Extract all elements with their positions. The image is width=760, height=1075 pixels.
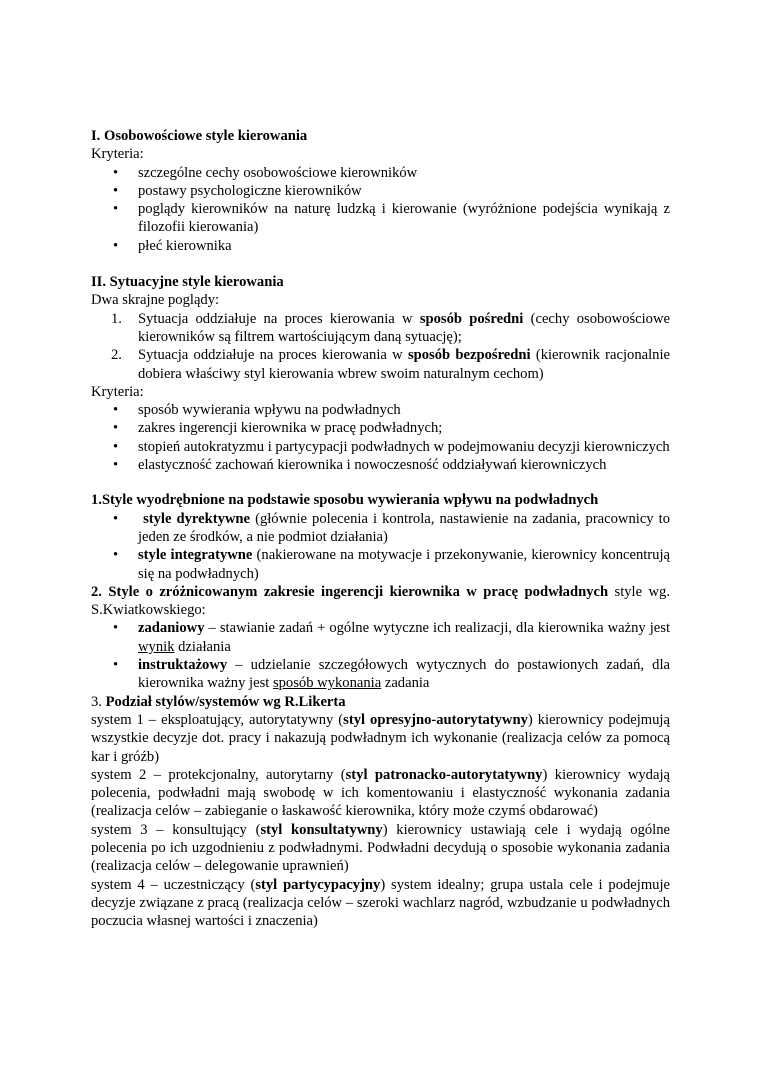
section-heading-1: I. Osobowościowe style kierowania — [91, 128, 308, 144]
list-item: • sposób wywierania wpływu na podwładnych — [91, 401, 670, 419]
system-paragraph: system 4 – uczestniczący (styl partycypacyjny) system idealny; grupa ustala cele i podejmuje decyzje związane z pracą (realizacja celów – szeroki wachlarz nagród, wzbudzanie u podwładnych poczucia własnej wartości i znaczenia) — [91, 876, 670, 930]
document-body — [91, 127, 670, 930]
system-paragraph: system 1 – eksploatujący, autorytatywny (styl opresyjno-autorytatywny) kierownicy podejmują wszystkie decyzje dot. pracy i nakazują podwładnym ich wykonanie (realizacja celów za pomocą kar i gróźb) — [91, 711, 670, 765]
list-item: • stopień autokratyzmu i partycypacji podwładnych w podejmowaniu decyzji kierowniczych — [91, 438, 670, 456]
list-item: • style integratywne (nakierowane na motywacje i przekonywanie, kierownicy koncentrują się na podwładnych) — [91, 546, 670, 583]
bullet-list-4 — [91, 619, 670, 692]
list-item: • poglądy kierowników na naturę ludzką i kierowanie (wyróżnione podejścia wynikają z filozofii kierowania) — [91, 200, 670, 237]
criteria-label: Kryteria: — [91, 146, 144, 163]
system-paragraph: system 3 – konsultujący (styl konsultatywny) kierownicy ustawiają cele i wydają ogólne polecenia po ich uzgodnieniu z podwładnymi. Podwładni decydują o sposobie wykonania zadania (realizacja celów – delegowanie uprawnień) — [91, 821, 671, 875]
list-item: • style dyrektywne (głównie polecenia i kontrola, nastawienie na zadania, pracownicy to jeden ze środków, a nie podmiot działania) — [91, 510, 670, 547]
views-label: Dwa skrajne poglądy: — [91, 292, 220, 309]
list-item: 2. Sytuacja oddziałuje na proces kierowania w sposób bezpośredni (kierownik racjonalnie dobiera właściwy styl kierowania wbrew swoim naturalnym cechom) — [111, 347, 670, 382]
section-heading-2: II. Sytuacyjne style kierowania — [91, 274, 284, 291]
section-heading-5: 3. Podział stylów/systemów wg R.Likerta — [91, 693, 346, 710]
bullet-list-2 — [91, 401, 670, 474]
list-item: • szczególne cechy osobowościowe kierowników — [91, 164, 670, 182]
spacer — [91, 474, 670, 491]
list-item: • zadaniowy – stawianie zadań + ogólne wytyczne ich realizacji, dla kierownika ważny jest wynik działania — [91, 619, 670, 656]
list-item: • zakres ingerencji kierownika w pracę podwładnych; — [91, 419, 670, 437]
list-item: • płeć kierownika — [91, 237, 670, 255]
section-heading-3: 1.Style wyodrębnione na podstawie sposobu wywierania wpływu na podwładnych — [91, 492, 599, 509]
bullet-list-1 — [91, 164, 670, 255]
criteria-label: Kryteria: — [91, 383, 144, 400]
spacer — [91, 255, 670, 273]
section-heading-4: 2. Style o zróżnicowanym zakresie ingerencji kierownika w pracę podwładnych style wg. S.Kwiatkowskiego: — [91, 583, 670, 619]
bullet-list-3 — [91, 510, 670, 583]
system-paragraph: system 2 – protekcjonalny, autorytarny (styl patronacko-autorytatywny) kierownicy wydają polecenia, podwładni mają swobodę w ich komentowaniu i elastyczność wykonania zadania (realizacja celów – zabieganie o łaskawość kierownika, który może czymś obdarować) — [91, 766, 670, 820]
list-item: 1. Sytuacja oddziałuje na proces kierowania w sposób pośredni (cechy osobowościowe kierowników są filtrem wartościującym daną sytuację); — [111, 310, 670, 345]
list-item: • elastyczność zachowań kierownika i nowoczesność oddziaływań kierowniczych — [91, 456, 670, 474]
numbered-list — [91, 310, 670, 383]
list-item: • instruktażowy – udzielanie szczegółowych wytycznych do postawionych zadań, dla kierownika ważny jest sposób wykonania zadania — [91, 656, 670, 693]
list-item: • postawy psychologiczne kierowników — [91, 182, 670, 200]
